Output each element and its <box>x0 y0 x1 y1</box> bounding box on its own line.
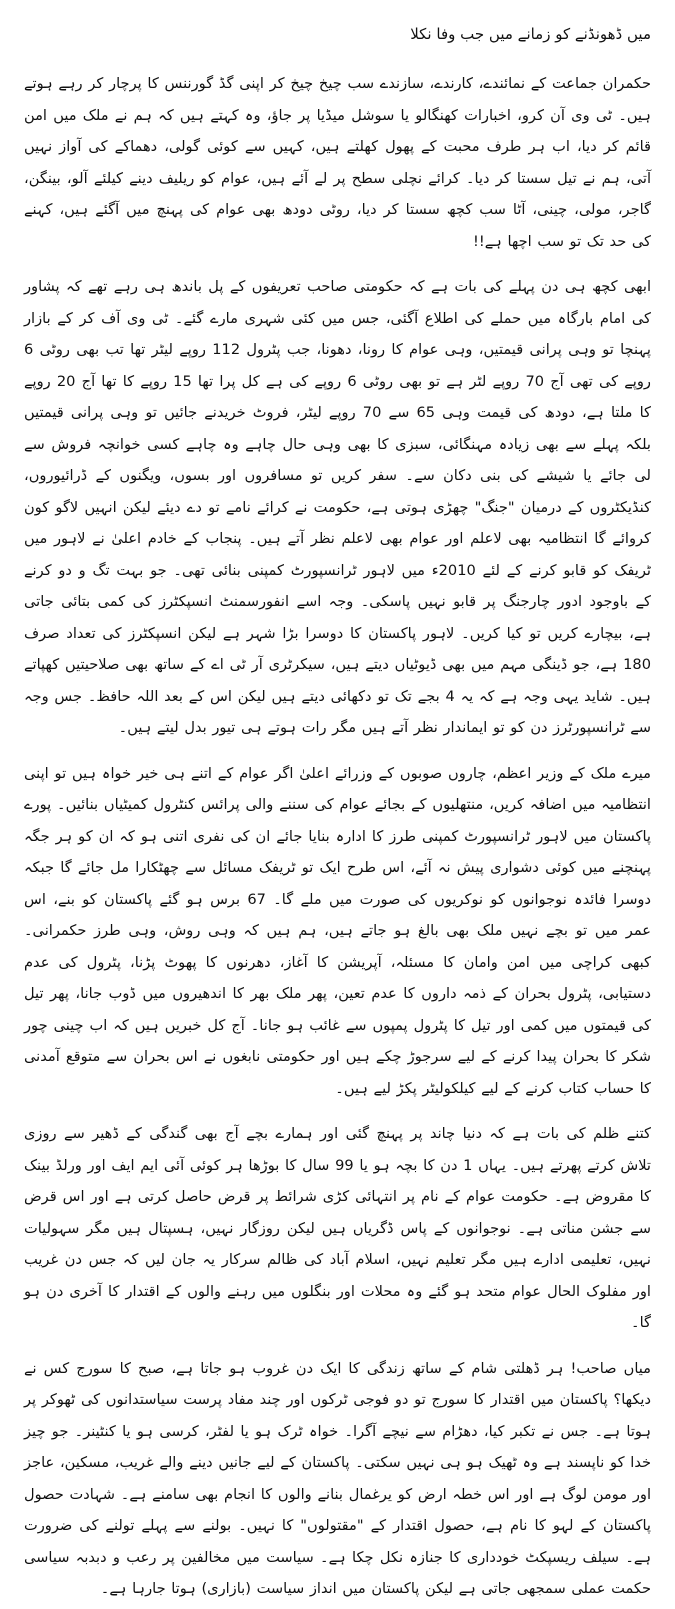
article-paragraph-1: حکمران جماعت کے نمائندے، کارندے، سازندے سب چیخ چیخ کر اپنی گڈ گورننس کا پرچار کر رہے ہوتے ہیں۔ ٹی وی آن کرو، اخبارات کھنگالو یا سوشل میڈیا پر جاؤ، وہ کہتے ہیں کہ ہم نے ملک میں امن قائم کر دیا، اب ہر طرف محبت کے پھول کھلتے ہیں، کہیں سے کوئی گولی، دھماکے کی آواز نہیں آتی، ہم نے تیل سستا کر دیا۔ کرائے نچلی سطح پر لے آئے ہیں، عوام کو ریلیف دینے کیلئے آلو، بینگن، گاجر، مولی، چینی، آٹا سب کچھ سستا کر دیا، روٹی دودھ بھی عوام کی پہنچ میں آگئے ہیں، کہنے کی حد تک تو سب اچھا ہے!! <box>24 75 651 250</box>
article-paragraph-3: میرے ملک کے وزیر اعظم، چاروں صوبوں کے وزرائے اعلیٰ اگر عوام کے اتنے ہی خیر خواہ ہیں تو اپنی انتظامیہ میں اضافہ کریں، منتھلیوں کے بجائے عوام کی سننے والی پرائس کنٹرول کمیٹیاں بنائیں۔ پورے پاکستان میں لاہور ٹرانسپورٹ کمپنی طرز کا ادارہ بنایا جائے ان کی نفری اتنی ہو کہ ان کو ہر جگہ پہنچنے میں کوئی دشواری پیش نہ آئے، اس طرح ایک تو ٹریفک مسائل سے چھٹکارا مل جائے گا جبکہ دوسرا فائدہ نوجوانوں کو نوکریوں کی صورت میں ملے گا۔ 67 برس ہو گئے پاکستان کو بنے، اس عمر میں تو بچے نہیں ملک بھی بالغ ہو جاتے ہیں، ہم ہیں کہ وہی روش، وہی طرز حکمرانی۔ کبھی کراچی میں امن وامان کا مسئلہ، آپریشن کا آغاز، دھرنوں کا پھوٹ پڑنا، پٹرول کی عدم دستیابی، پٹرول بحران کے ذمہ داروں کا عدم تعین، پھر ملک بھر کا اندھیروں میں ڈوب جانا، پھر تیل کی قیمتوں میں کمی اور تیل کا پٹرول پمپوں سے غائب ہو جانا۔ آج کل خبریں ہیں کہ اب چینی چور شکر کا بحران پیدا کرنے کے لیے سرجوڑ چکے ہیں اور حکومتی نابغوں نے اس بحران سے متوقع آمدنی کا حساب کتاب کرنے کے لیے کیلکولیٹر پکڑ لیے ہیں۔ <box>24 764 651 1097</box>
article-paragraph-2: ابھی کچھ ہی دن پہلے کی بات ہے کہ حکومتی صاحب تعریفوں کے پل باندھ ہی رہے تھے کہ پشاور کی امام بارگاہ میں حملے کی اطلاع آگئی، جس میں کئی شہری مارے گئے۔ ٹی وی آف کر کے بازار پہنچا تو وہی پرانی قیمتیں، وہی عوام کا رونا، دھونا، جب پٹرول 112 روپے لیٹر تھا تب بھی روٹی 6 روپے کی تھی آج 70 روپے لٹر ہے تو بھی روٹی 6 روپے کی ہے کل پرا تھا 15 روپے کا تھا آج 20 روپے کا ملتا ہے، دودھ کی قیمت وہی 65 سے 70 روپے لیٹر، فروٹ خریدنے جائیں تو وہی پرانی قیمتیں بلکہ پہلے سے بھی زیادہ مہنگائی، سبزی کا بھی وہی حال چاہے وہ چاہے کسی خوانچہ فروش سے لی جائے یا شیشے کی بنی دکان سے۔ سفر کریں تو مسافروں اور بسوں، ویگنوں کے ڈرائیوروں، کنڈیکٹروں کے درمیان "جنگ" چھڑی ہوتی ہے، حکومت نے کرائے نامے تو دے دیئے لیکن انہیں لاگو کون کروائے گا انتظامیہ بھی لاعلم اور عوام بھی لاعلم نظر آتے ہیں۔ پنجاب کے خادم اعلیٰ نے لاہور میں ٹریفک کو قابو کرنے کے لئے 2010ء میں لاہور ٹرانسپورٹ کمپنی بنائی تھی۔ جو بہت تگ و دو کرنے کے باوجود ادور چارجنگ پر قابو نہیں پاسکی۔ وجہ اسے انفورسمنٹ انسپکٹرز کی کمی بتائی جاتی ہے، بیچارے کریں تو کیا کریں۔ لاہور پاکستان کا دوسرا بڑا شہر ہے لیکن انسپکٹرز کی تعداد صرف 180 ہے، جو ڈینگی مہم میں بھی ڈیوٹیاں دیتے ہیں، سیکرٹری آر ٹی اے کے ساتھ بھی صلاحیتیں کھپاتے ہیں۔ شاید یہی وجہ ہے کہ یہ 4 بجے تک تو دکھائی دیتے ہیں لیکن اس کے بعد اللہ حافظ۔ جس وجہ سے ٹرانسپورٹرز دن کو تو ایماندار نظر آتے ہیں مگر رات ہوتے ہی تیور بدل لیتے ہیں۔ <box>24 278 652 736</box>
article-paragraph-4: کتنے ظلم کی بات ہے کہ دنیا چاند پر پہنچ گئی اور ہمارے بچے آج بھی گندگی کے ڈھیر سے روزی تلاش کرتے پھرتے ہیں۔ یہاں 1 دن کا بچہ ہو یا 99 سال کا بوڑھا ہر کوئی آئی ایم ایف اور ورلڈ بینک کا مقروض ہے۔ حکومت عوام کے نام پر انتہائی کڑی شرائط پر قرض حاصل کرتی ہے اور اس قرض سے جشن مناتی ہے۔ نوجوانوں کے پاس ڈگریاں ہیں لیکن روزگار نہیں، ہسپتال ہیں مگر سہولیات نہیں، تعلیمی ادارے ہیں مگر تعلیم نہیں، اسلام آباد کی ظالم سرکار یہ جان لیں کہ جس دن غریب اور مفلوک الحال عوام متحد ہو گئے وہ محلات اور بنگلوں میں رہنے والوں کے اقتدار کا آخری دن ہو گا۔ <box>24 1125 651 1331</box>
article-title: میں ڈھونڈنے کو زمانے میں جب وفا نکلا <box>410 25 651 43</box>
article-paragraph-5: میاں صاحب! ہر ڈھلتی شام کے ساتھ زندگی کا ایک دن غروب ہو جاتا ہے، صبح کا سورج کس نے دیکھا؟ پاکستان میں اقتدار کا سورج تو دو فوجی ٹرکوں اور چند مفاد پرست سیاستدانوں کی ٹھوکر پر ہوتا ہے۔ جس نے تکبر کیا، دھڑام سے نیچے آگرا۔ خواہ ٹرک ہو یا لفٹر، کرسی ہو یا کنٹینر۔ جو چیز خدا کو ناپسند ہے وہ ٹھیک ہو ہی نہیں سکتی۔ پاکستان کے لیے جانیں دینے والے غریب، مسکین، عاجز اور مومن لوگ ہے اور اس خطہ ارض کو یرغمال بنانے والوں کا انجام بھی سامنے ہے۔ شہادت حصول پاکستان کے لہو کا نام ہے، حصول اقتدار کے "مقتولوں" کا نہیں۔ بولنے سے پہلے تولنے کی ضرورت ہے۔ سیلف ریسپکٹ خودداری کا جنازہ نکل چکا ہے۔ سیاست میں مخالفین پر رعب و دبدبہ سیاسی حکمت عملی سمجھی جاتی ہے لیکن پاکستان میں انداز سیاست (بازاری) ہوتا جارہا ہے۔ <box>24 1359 651 1597</box>
